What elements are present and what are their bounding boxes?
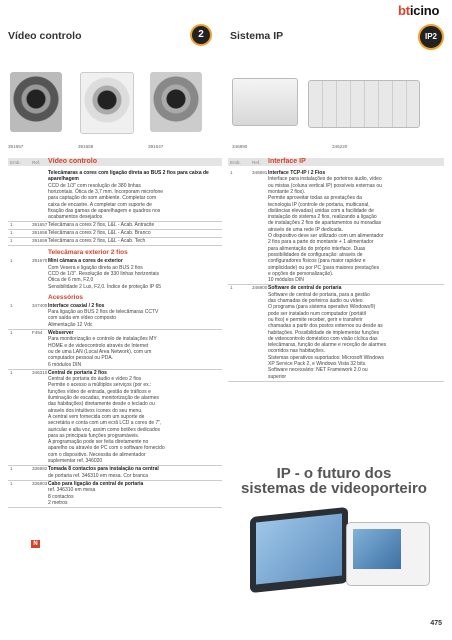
item-quantity: 1 [10,221,13,227]
item-description-line: tecnologia IP (controle de portaria, multicanal, [268,201,370,208]
item-description-line: secretária e conta com um ecrã LCD a cores de 7", [48,420,162,427]
row-divider [8,245,222,246]
item-description-line: Software necessário: NET Framework 2.0 ou [268,367,368,374]
item-description-line: Alimentação 12 Vdc [48,321,93,328]
item-description-line: A programação pode ser feita diretamente no [48,439,149,446]
item-description-line: caixa de encastre. A completar com suporte de [48,201,152,208]
item-description-line: de portaria ref. 346310 em mesa. Cor branca [48,472,149,479]
item-quantity: 1 [10,229,13,235]
item-description-line: 10 módulos DIN [268,277,304,284]
ref-header: Ref. [252,159,261,165]
product-caption: 391657 [8,144,24,149]
item-description-line: O programa (para sistema operativo Windows®) [268,304,376,311]
product-caption: 391658 [78,144,94,149]
right-section-title: Sistema IP [230,30,284,42]
item-description-line: Central de portaria do áudio e vídeo 2 fios [48,376,142,383]
item-description-line: para as principais funções programáveis. [48,432,140,439]
ip-badge-icon: IP2 [418,24,444,50]
item-description-line: suplementar ref. 346020 [48,458,103,464]
item-description-line: Interface para instalações de porteiros áudio, vídeo [268,176,382,183]
new-badge: N [31,540,40,548]
item-description-line: Telecâmara a cores 2 fios, L&L - Acab. Tech [48,237,146,244]
item-description-line: para alimentação do próprio interface. Duas [268,245,366,252]
item-description-line: Para ligação ao BUS 2 fios de telecâmaras CCTV [48,309,159,316]
item-description-line: iluminação de escadas, monitorização de alarmes [48,395,159,401]
item-reference: 336982 [32,466,48,472]
item-description-line: ocorridos nas habitações. [268,348,325,355]
item-description-line: superior [268,373,287,380]
item-description-line: 2 fios para a parte do montante + 1 alimentador [268,239,374,246]
item-quantity: 1 [10,480,13,486]
promo-headline: IP - o futuro dos sistemas de videoporteiro [241,465,427,497]
item-description-line: HOME e de videocontrolo através de Internet [48,342,149,349]
item-reference: 391658 [32,229,48,235]
item-description-line: aparelho ou através de PC com o software fornecido [48,445,165,452]
item-description-line: montante 2 fios). [268,188,306,195]
item-description-line: Telecâmara a cores 2 fios, L&L - Acab. Branco [48,229,151,236]
item-title: Interface TCP-IP / 2 Fios [268,170,326,176]
item-description-line: simplicidade) ou por PC (para maiores prestações [268,264,380,271]
ip-interface-image [232,78,298,126]
item-description-line: O dispositivo deve ser utilizado com um alimentador [268,233,384,239]
item-description-line: Ótica de 6 mm, F2,0 [48,277,94,284]
item-quantity: 1 [10,237,13,243]
item-description-line: ou fixo) e permite receber, gerir e transferir [268,316,363,323]
din-module-image [308,80,420,128]
item-title: Telecâmaras a cores com ligação direta ao BUS 2 fios para caixa de aparelhagem [48,170,209,183]
item-description-line: Sensibilidade 2 Lux, F2,0. Índice de proteção IP 65 [48,283,162,290]
item-quantity: 1 [10,258,13,264]
item-description-line: Com Vesera e ligação direta ao BUS 2 fios [48,264,143,271]
item-reference: F454 [32,330,43,335]
item-title: Central de portaria 2 fios [48,369,107,376]
item-description-line: Permite aproveitar todas as prestações da [268,195,362,202]
item-description-line: acabamentos desejados [48,214,103,221]
qty-header: Emb. [10,159,21,165]
item-description-line: ou mistas (coluna vertical IP) possíveis externas ou [268,182,382,189]
item-reference: 346900 [252,285,268,291]
item-quantity: 1 [230,170,233,175]
item-description-line: computador pessoal ou PDA. [48,355,114,362]
item-quantity: 1 [10,466,13,472]
item-description-line: de videocontrolo doméstico com visão cíclica das [268,335,378,342]
item-title: Mini câmara a cores de exterior [48,258,123,265]
item-description-line: e opções de personalização). [268,270,334,277]
promo-banner [228,466,444,634]
ref-header: Ref. [32,159,41,165]
item-description-line: Sistemas operativos suportados: Microsoft Windows [268,354,384,361]
item-description-line: Permite o acesso a múltiplos serviços (por ex.: [48,382,152,389]
table-header-right [228,158,444,166]
camera-image-white [80,72,134,134]
item-description-line: Software de central de portaria, para a gestão [268,291,370,298]
item-description-line: A central vem fornecida com um suporte de [48,413,145,420]
item-description-line: das habitações) diretamente desde o teclado ou [48,401,155,408]
item-description-line: 6 módulos DIN [48,361,82,368]
accessories-heading: Acessórios [48,293,84,301]
item-title: Cabo para ligação da central de portaria [48,480,144,487]
item-title: Interface coaxial / 2 fios [48,302,105,309]
item-description-line: habitações. Possibilidade de implementar funções [268,329,380,336]
item-description-line: CCD de 1/3" com resolução de 380 linhas [48,182,141,189]
item-description-line: com o dispositivo. Necessita de alimentador [48,451,146,458]
item-description-line: 2 metros [48,499,68,506]
item-reference: 347400 [32,302,48,308]
item-description-line: Telecâmara a cores 2 fios, L&L - Acab. Antracite [48,221,155,228]
item-description-line: possibilidades de configuração: através de [268,251,363,258]
item-description-line: instalação do sistema 2 fios, realizando a ligação [268,214,377,221]
row-divider [228,381,444,382]
product-caption: 346220 [332,144,348,149]
item-description-line: através de uma rede IP dedicada. [268,226,343,233]
exterior-heading: Telecâmara exterior 2 fios [48,249,128,257]
item-description-line: para captação do som ambiente. Completar com [48,195,157,202]
left-column-heading: Vídeo controlo [48,158,97,165]
item-description-line: funções vídeo de entrada, gestão de tráficos e [48,388,151,395]
intercom-device-image [346,522,430,586]
table-header-left [8,158,222,166]
row-divider [8,507,222,508]
item-description-line: auricular e alta voz, assim como botões dedicados [48,426,161,433]
tablet-device-image [250,507,348,593]
item-reference: 391670 [32,258,48,264]
item-quantity: 1 [10,302,13,308]
product-caption: 391647 [148,144,164,149]
item-title: Webserver [48,330,74,336]
item-description-line: telecâmaras, função de alarme e receção de alarmes [268,342,387,349]
item-description-line: ou de uma LAN (Local Area Network), com um [48,348,152,355]
product-caption: 346890 [232,144,248,149]
item-reference: 391659 [32,237,48,243]
item-description-line: distâncias elevadas) unidas com a facilidade de [268,207,374,214]
item-reference: 346891 [252,170,268,175]
two-wire-badge-icon: 2 [190,24,212,46]
camera-image-tech [150,72,202,132]
left-section-title: Vídeo controlo [8,30,82,42]
item-description-line: Para monitorização e controlo de instalações MY [48,336,157,343]
item-quantity: 1 [10,369,13,375]
item-quantity: 1 [230,285,233,291]
item-description-line: 8 contactos [48,493,74,500]
item-quantity: 1 [10,330,13,335]
item-description-line: através dos intuitivos ícones do seu menu. [48,407,143,414]
item-description-line: XP Service Pack 2, e Windows Vista 32 bits. [268,361,367,367]
item-title: Tomada 8 contactos para instalação na central [48,466,159,473]
item-description-line: fixação das gamas de aparelhagem e quadros nos [48,207,161,214]
item-description-line: das chamadas de porteiros áudio ou vídeo. [268,298,364,304]
item-reference: 336803 [32,480,48,486]
item-title: Software de central de portaria [268,285,342,292]
right-column-heading: Interface IP [268,158,306,165]
item-description-line: pode ser instalado num computador (portátil [268,310,366,317]
item-description-line: ref. 346310 em mesa [48,487,96,494]
camera-image-antracite [10,72,62,132]
item-description-line: de instalações 2 fios de apartamentos ou moradias [268,220,382,227]
item-reference: 346310 [32,369,48,375]
item-reference: 391657 [32,221,48,227]
item-description-line: chamadas a partir dos postos externos ou desde as [268,323,383,330]
page-number: 475 [430,620,442,627]
item-description-line: horizontais. Ótica de 3,7 mm. Incorporam microfone [48,188,164,195]
qty-header: Emb. [230,159,241,165]
brand-logo: bticino [398,3,440,18]
item-description-line: CCD de 1/3". Resolução de 330 linhas horizontais [48,270,160,277]
item-description-line: com saída em vídeo composto [48,315,117,322]
item-description-line: configuradores físicos (para maior rapidez e [268,258,366,265]
